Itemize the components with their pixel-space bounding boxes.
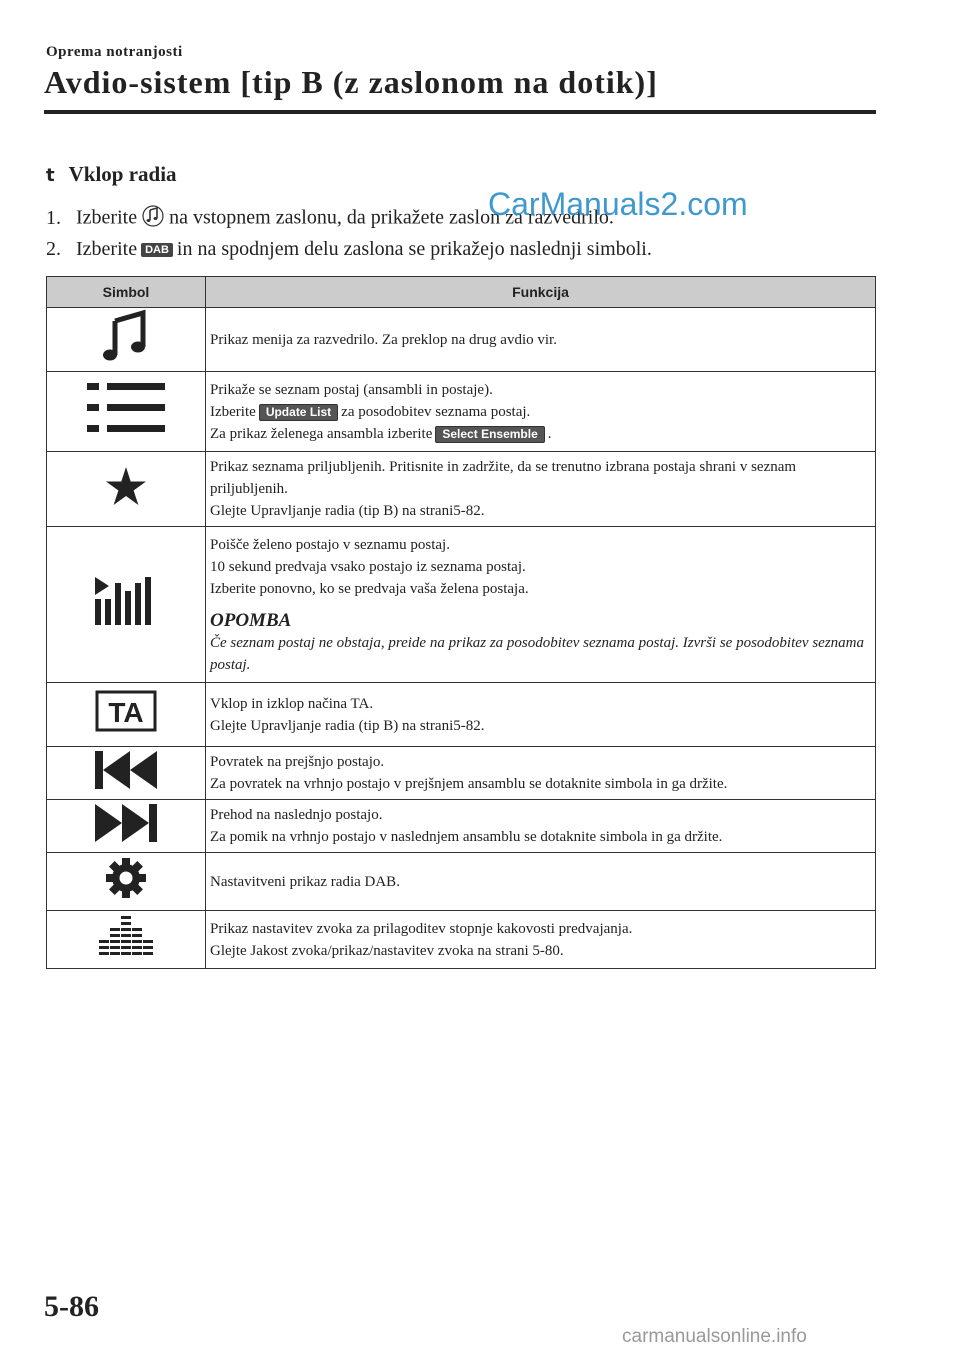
step-text: in na spodnjem delu zaslona se prikažejo naslednji simboli. xyxy=(176,238,652,260)
column-header-function: Funkcija xyxy=(206,277,876,308)
function-text: 10 sekund predvaja vsako postajo iz seznama postaj. xyxy=(210,558,526,575)
function-text: Nastavitveni prikaz radia DAB. xyxy=(210,873,400,890)
table-row xyxy=(47,800,876,853)
function-text: Za pomik na vrhnjo postajo v naslednjem ansamblu se dotaknite simbola in ga držite. xyxy=(210,829,723,845)
music-note-icon[interactable] xyxy=(101,351,151,367)
step-2 xyxy=(46,238,652,261)
function-text: Prehod na naslednjo postajo. xyxy=(210,807,383,823)
function-text: Poišče želeno postajo v seznamu postaj. xyxy=(210,536,450,553)
step-text: Izberite xyxy=(76,206,138,229)
function-text-line xyxy=(210,423,871,445)
step-number: 2. xyxy=(46,238,61,260)
select-ensemble-button[interactable]: Select Ensemble xyxy=(435,426,544,443)
function-text: Glejte Upravljanje radia (tip B) na strani5-82. xyxy=(210,717,485,734)
table-row xyxy=(47,747,876,800)
table-row xyxy=(47,372,876,452)
title-divider xyxy=(44,110,876,114)
watermark: CarManuals2.com xyxy=(488,186,748,222)
star-icon[interactable] xyxy=(106,493,146,509)
note-text: Če seznam postaj ne obstaja, preide na prikaz za posodobitev seznama postaj. Izvrši se posodobitev seznama postaj. xyxy=(210,634,864,673)
table-row xyxy=(47,683,876,747)
dab-button[interactable]: DAB xyxy=(141,243,173,257)
scan-icon[interactable] xyxy=(95,613,157,629)
function-text: priljubljenih. xyxy=(210,481,288,497)
ta-icon[interactable] xyxy=(95,697,157,736)
function-text-line xyxy=(210,401,871,423)
function-text: . xyxy=(547,425,552,442)
column-header-symbol: Simbol xyxy=(47,277,206,308)
update-list-button[interactable]: Update List xyxy=(259,404,338,421)
note-heading: OPOMBA xyxy=(210,609,292,631)
gear-icon[interactable] xyxy=(106,886,146,902)
function-text: Izberite xyxy=(210,403,256,420)
music-note-icon xyxy=(142,204,164,234)
function-text: Vklop in izklop načina TA. xyxy=(210,695,374,712)
table-row xyxy=(47,911,876,969)
symbol-table xyxy=(46,276,876,969)
table-row xyxy=(47,308,876,372)
function-text: Povratek na prejšnjo postajo. xyxy=(210,754,385,770)
function-text: Prikaz nastavitev zvoka za prilagoditev stopnje kakovosti predvajanja. xyxy=(210,920,633,937)
equalizer-icon[interactable] xyxy=(99,944,153,960)
table-row xyxy=(47,527,876,683)
function-text: Prikaz seznama priljubljenih. Pritisnite in zadržite, da se trenutno izbrana postaja shrani v seznam xyxy=(210,459,797,475)
page-title: Avdio-sistem [tip B (z zaslonom na dotik)] xyxy=(44,64,658,100)
next-track-icon[interactable] xyxy=(95,830,157,846)
function-text: Glejte Jakost zvoka/prikaz/nastavitev zvoka na strani 5-80. xyxy=(210,942,564,959)
step-text: na vstopnem zaslonu, da prikažete zaslon za razvedrilo. xyxy=(169,206,614,229)
function-text: Izberite ponovno, ko se predvaja vaša želena postaja. xyxy=(210,580,529,597)
function-text: Za prikaz želenega ansambla izberite xyxy=(210,425,433,442)
table-row xyxy=(47,452,876,527)
function-text: Prikaže se seznam postaj (ansambli in postaje). xyxy=(210,381,493,398)
step-text: Izberite xyxy=(76,238,138,260)
bullet-icon: t xyxy=(46,165,55,186)
list-icon[interactable] xyxy=(87,421,165,437)
previous-track-icon[interactable] xyxy=(95,777,157,793)
ta-icon-text: TA xyxy=(108,697,144,728)
function-text: Glejte Upravljanje radia (tip B) na strani5-82. xyxy=(210,503,485,519)
table-row xyxy=(47,853,876,911)
function-text: za posodobitev seznama postaj. xyxy=(341,403,531,420)
sub-heading-text: Vklop radia xyxy=(68,162,177,186)
page-number: 5-86 xyxy=(44,1290,99,1323)
function-text: Za povratek na vrhnjo postajo v prejšnjem ansamblu se dotaknite simbola in ga držite. xyxy=(210,776,728,792)
section-label: Oprema notranjosti xyxy=(46,44,183,60)
sub-heading xyxy=(46,162,177,187)
step-number: 1. xyxy=(46,206,61,229)
function-text: Prikaz menija za razvedrilo. Za preklop na drug avdio vir. xyxy=(210,331,557,348)
footer-watermark: carmanualsonline.info xyxy=(622,1326,807,1347)
